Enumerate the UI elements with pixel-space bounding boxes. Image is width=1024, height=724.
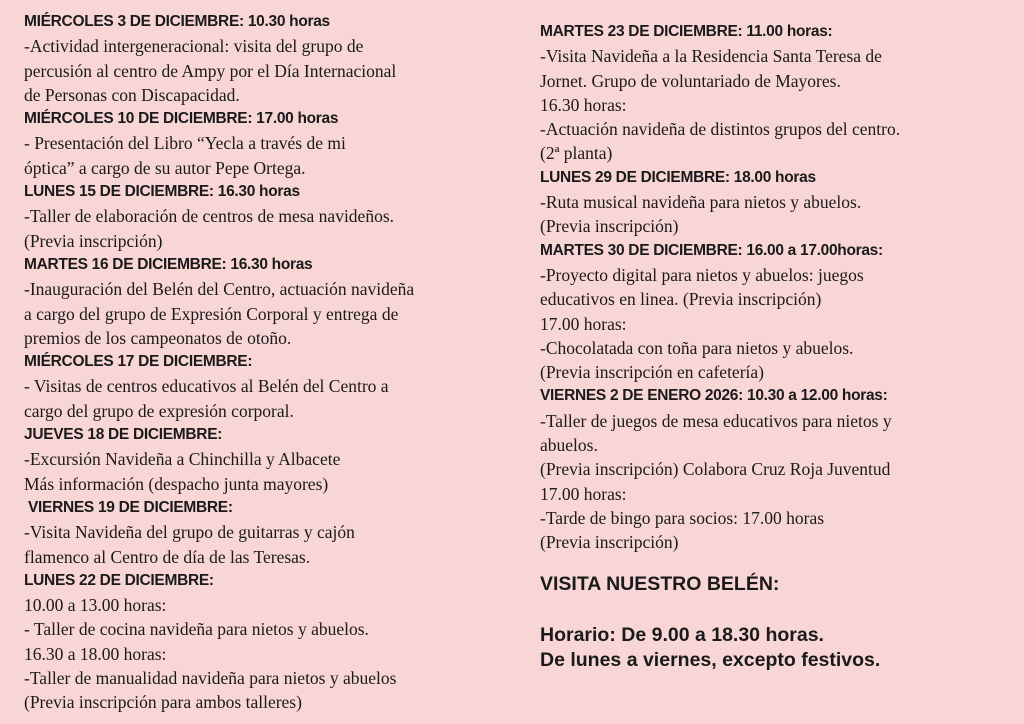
event-text: -Tarde de bingo para socios: 17.00 horas [540,507,825,528]
event-text: a cargo del grupo de Expresión Corporal y entrega de [24,303,399,324]
event-text: óptica” a cargo de su autor Pepe Ortega. [24,157,306,178]
event-text: Jornet. Grupo de voluntariado de Mayores. [540,70,841,91]
event-text: (Previa inscripción para ambos talleres) [24,692,302,713]
event-heading: MIÉRCOLES 3 DE DICIEMBRE: 10.30 horas [24,13,330,30]
event-heading: MARTES 30 DE DICIEMBRE: 16.00 a 17.00horas: [540,241,883,259]
right-column [540,20,1010,555]
event-text: educativos en linea. (Previa inscripción) [540,289,822,310]
event-text: - Visitas de centros educativos al Belén del Centro a [24,376,389,397]
event-text: Más información (despacho junta mayores) [24,473,329,494]
event-text: -Chocolatada con toña para nietos y abuelos. [540,337,854,358]
visit-title: VISITA NUESTRO BELÉN: [540,573,780,595]
event-text: premios de los campeonatos de otoño. [24,327,292,348]
event-heading: VIERNES 2 DE ENERO 2026: 10.30 a 12.00 horas: [540,387,888,405]
event-text: (Previa inscripción) [540,532,679,553]
event-text: -Actividad intergeneracional: visita del grupo de [24,36,364,57]
event-text: -Taller de manualidad navideña para nietos y abuelos [24,668,397,689]
event-text: percusión al centro de Ampy por el Día Internacional [24,60,397,81]
event-heading: LUNES 15 DE DICIEMBRE: 16.30 horas [24,183,300,201]
event-text: (Previa inscripción) Colabora Cruz Roja Juventud [540,459,891,480]
event-text: abuelos. [540,435,598,456]
event-text: (2ª planta) [540,143,613,164]
event-text: -Ruta musical navideña para nietos y abuelos. [540,192,862,213]
event-heading: VIERNES 19 DE DICIEMBRE: [24,498,233,516]
event-text: 10.00 a 13.00 horas: [24,595,167,616]
event-text: flamenco al Centro de día de las Teresas. [24,546,311,567]
event-text: -Proyecto digital para nietos y abuelos: juegos [540,264,864,285]
event-text: -Actuación navideña de distintos grupos del centro. [540,119,901,140]
event-text: - Presentación del Libro “Yecla a través de mi [24,133,346,154]
event-text: 16.30 a 18.00 horas: [24,643,167,664]
event-heading: MARTES 16 DE DICIEMBRE: 16.30 horas [24,255,313,273]
event-text: -Visita Navideña del grupo de guitarras y cajón [24,522,355,543]
visit-hours: Horario: De 9.00 a 18.30 horas. [540,624,824,646]
event-text: 17.00 horas: [540,313,627,334]
event-text: (Previa inscripción) [24,230,163,251]
nativity-visit-block [540,572,880,673]
event-text: cargo del grupo de expresión corporal. [24,400,294,421]
event-heading: JUEVES 18 DE DICIEMBRE: [24,426,223,444]
event-heading: LUNES 29 DE DICIEMBRE: 18.00 horas [540,168,816,186]
visit-days: De lunes a viernes, excepto festivos. [540,649,881,671]
event-text: -Taller de juegos de mesa educativos para nietos y [540,410,892,431]
event-heading: MARTES 23 DE DICIEMBRE: 11.00 horas: [540,23,833,40]
event-text: -Excursión Navideña a Chinchilla y Albacete [24,449,341,470]
event-text: -Taller de elaboración de centros de mesa navideños. [24,206,395,227]
event-text: 17.00 horas: [540,483,627,504]
event-text: 16.30 horas: [540,94,627,115]
event-text: de Personas con Discapacidad. [24,84,240,105]
event-heading: LUNES 22 DE DICIEMBRE: [24,571,214,589]
event-heading: MIÉRCOLES 17 DE DICIEMBRE: [24,353,253,371]
event-text: - Taller de cocina navideña para nietos y abuelos. [24,619,369,640]
event-heading: MIÉRCOLES 10 DE DICIEMBRE: 17.00 horas [24,110,339,128]
left-column [24,10,516,715]
event-text: (Previa inscripción) [540,216,679,237]
event-text: -Inauguración del Belén del Centro, actuación navideña [24,279,415,300]
event-text: -Visita Navideña a la Residencia Santa Teresa de [540,46,882,67]
event-text: (Previa inscripción en cafetería) [540,362,764,383]
